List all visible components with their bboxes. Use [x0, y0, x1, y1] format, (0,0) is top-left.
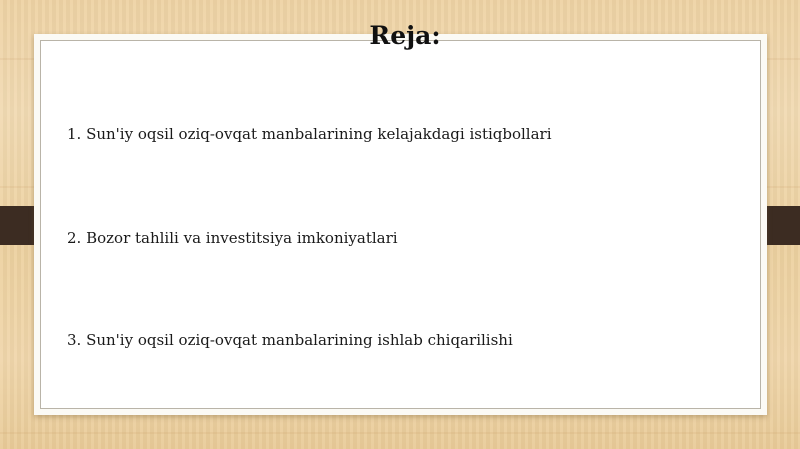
- slide-title: Reja:: [369, 21, 441, 50]
- plan-item-3: 3. Sun'iy oqsil oziq-ovqat manbalarining ishlab chiqarilishi: [67, 331, 513, 349]
- paper-inner-border: [40, 40, 761, 409]
- paper-card: [34, 34, 767, 415]
- plan-item-2: 2. Bozor tahlili va investitsiya imkoniyatlari: [67, 229, 398, 247]
- wood-grain: [0, 432, 800, 434]
- plan-item-1: 1. Sun'iy oqsil oziq-ovqat manbalarining kelajakdagi istiqbollari: [67, 125, 552, 143]
